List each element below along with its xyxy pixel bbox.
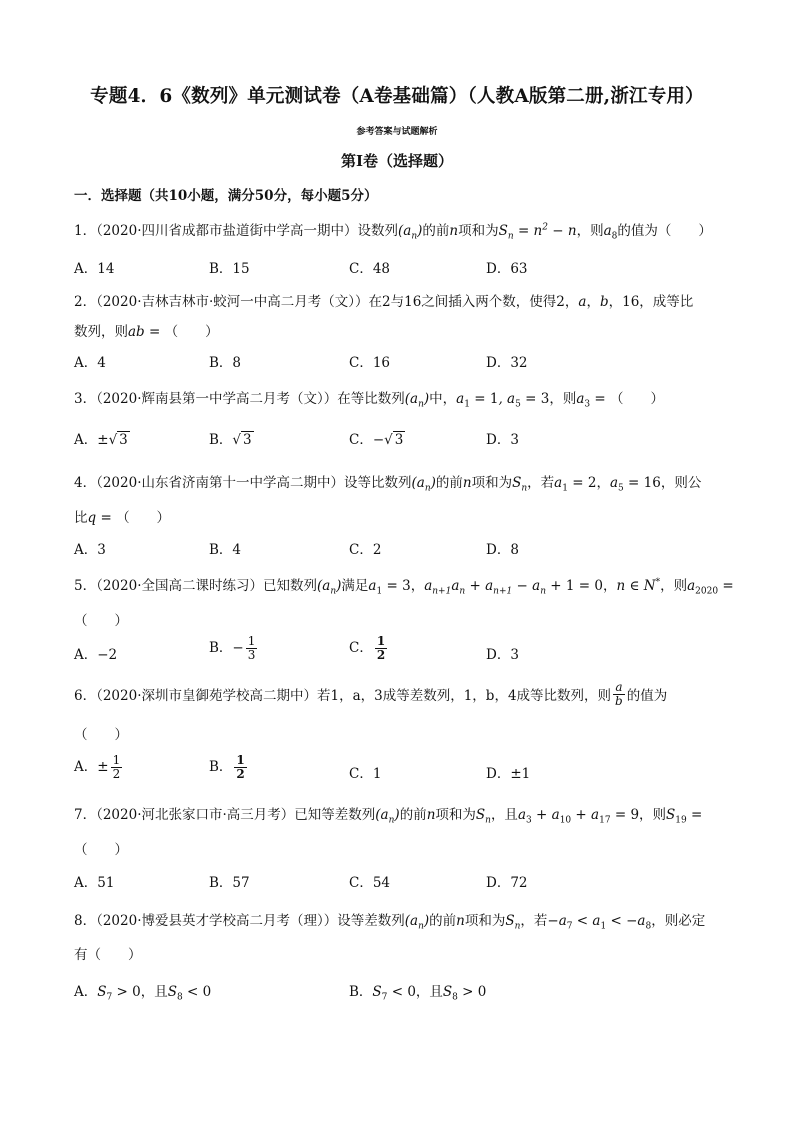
option-a: A．−2 [74, 647, 118, 663]
question-5: 5．（2020·全国高二课时练习）已知数列$(a_n)$满足$a_1 = 3$，$a_{n+1}a_n + a_{n+1} - a_n + 1 = 0$，n ∈ N*，则$a_{2020}$ = [74, 577, 734, 597]
option-c: C．−√ 3 [349, 432, 404, 448]
option-c: C．54 [349, 875, 391, 891]
option-a: A．4 [74, 355, 106, 371]
question-5-line-2: （ ） [74, 613, 128, 629]
option-c: C． $\frac{1}{2}$ [349, 634, 386, 662]
option-d: D．32 [486, 355, 528, 371]
option-a: A．3 [74, 542, 106, 558]
question-8-options [74, 980, 734, 1002]
question-7: 7．（2020·河北张家口市·高三月考）已知等差数列$(a_n)$的前n项和为$S_n$，且$a_3 + a_{10} + a_{17} = 9$，则$S_{19}$ = [74, 807, 703, 826]
question-6-line-2: （ ） [74, 727, 128, 743]
question-3: 3．（2020·辉南县第一中学高二月考（文））在等比数列$(a_n)$中，$a_1 = 1$, $a_5 = 3$，则$a_3$ = （ ） [74, 391, 665, 410]
option-c: C．2 [349, 542, 382, 558]
option-b: B．57 [209, 875, 250, 891]
option-d: D．±1 [486, 766, 531, 782]
question-5-options [74, 634, 734, 665]
question-7-options [74, 871, 734, 893]
question-2-options [74, 351, 734, 373]
question-2-line-2: 数列，则ab = （ ） [74, 324, 219, 340]
question-7-line-2: （ ） [74, 842, 128, 858]
option-b: B．4 [209, 542, 242, 558]
question-1: 1．（2020·四川省成都市盐道街中学高一期中）设数列$(a_n)$的前n项和为$S_n = n^2 - n$，则$a_8$的值为（ ） [74, 222, 712, 242]
option-d: D．8 [486, 542, 519, 558]
question-6: 6．（2020·深圳市皇御苑学校高二期中）若1，a，3成等差数列，1，b，4成等比数列，则 $\frac{a}{b}$ 的值为 [74, 680, 668, 708]
page-title: 专题4．6《数列》单元测试卷（A卷基础篇）（人教A版第二册,浙江专用） [90, 86, 704, 107]
question-6-options [74, 753, 734, 784]
question-2: 2．（2020·吉林吉林市·蛟河一中高二月考（文））在2与16之间插入两个数，使得2，a，b，16，成等比 [74, 294, 694, 310]
option-a: A．$S_7 > 0$，且$S_8 < 0$ [74, 984, 212, 1003]
question-4: 4．（2020·山东省济南第十一中学高二期中）设等比数列$(a_n)$的前n项和为$S_n$，若$a_1 = 2$，$a_5 = 16$，则公 [74, 475, 702, 494]
question-1-options [74, 257, 734, 279]
option-d: D．3 [486, 647, 519, 663]
option-a: A．14 [74, 261, 115, 277]
option-c: C．48 [349, 261, 391, 277]
question-4-line-2: 比q = （ ） [74, 510, 171, 526]
option-b: B．− $\frac{1}{3}$ [209, 634, 256, 662]
question-8-line-2: 有（ ） [74, 947, 142, 963]
section-heading: 一．选择题（共10小题，满分50分，每小题5分） [74, 188, 378, 204]
option-d: D．3 [486, 432, 519, 448]
option-c: C．16 [349, 355, 391, 371]
option-a: A．±√ 3 [74, 432, 128, 448]
option-d: D．72 [486, 875, 528, 891]
question-4-options [74, 538, 734, 560]
option-b: B．$S_7 < 0$，且$S_8 > 0$ [349, 984, 487, 1003]
option-c: C．1 [349, 766, 382, 782]
option-b: B．8 [209, 355, 242, 371]
question-3-options [74, 428, 734, 450]
option-b: B．√ 3 [209, 432, 252, 448]
option-d: D．63 [486, 261, 528, 277]
option-a: A．± $\frac{1}{2}$ [74, 753, 121, 781]
part-heading: 第Ⅰ卷（选择题） [340, 152, 454, 170]
option-a: A．51 [74, 875, 115, 891]
option-b: B． $\frac{1}{2}$ [209, 753, 245, 781]
page-subtitle: 参考答案与试题解析 [356, 127, 438, 137]
option-b: B．15 [209, 261, 250, 277]
question-8: 8．（2020·博爱县英才学校高二月考（理））设等差数列$(a_n)$的前n项和为$S_n$，若$-a_7 < a_1 < -a_8$，则必定 [74, 913, 706, 932]
